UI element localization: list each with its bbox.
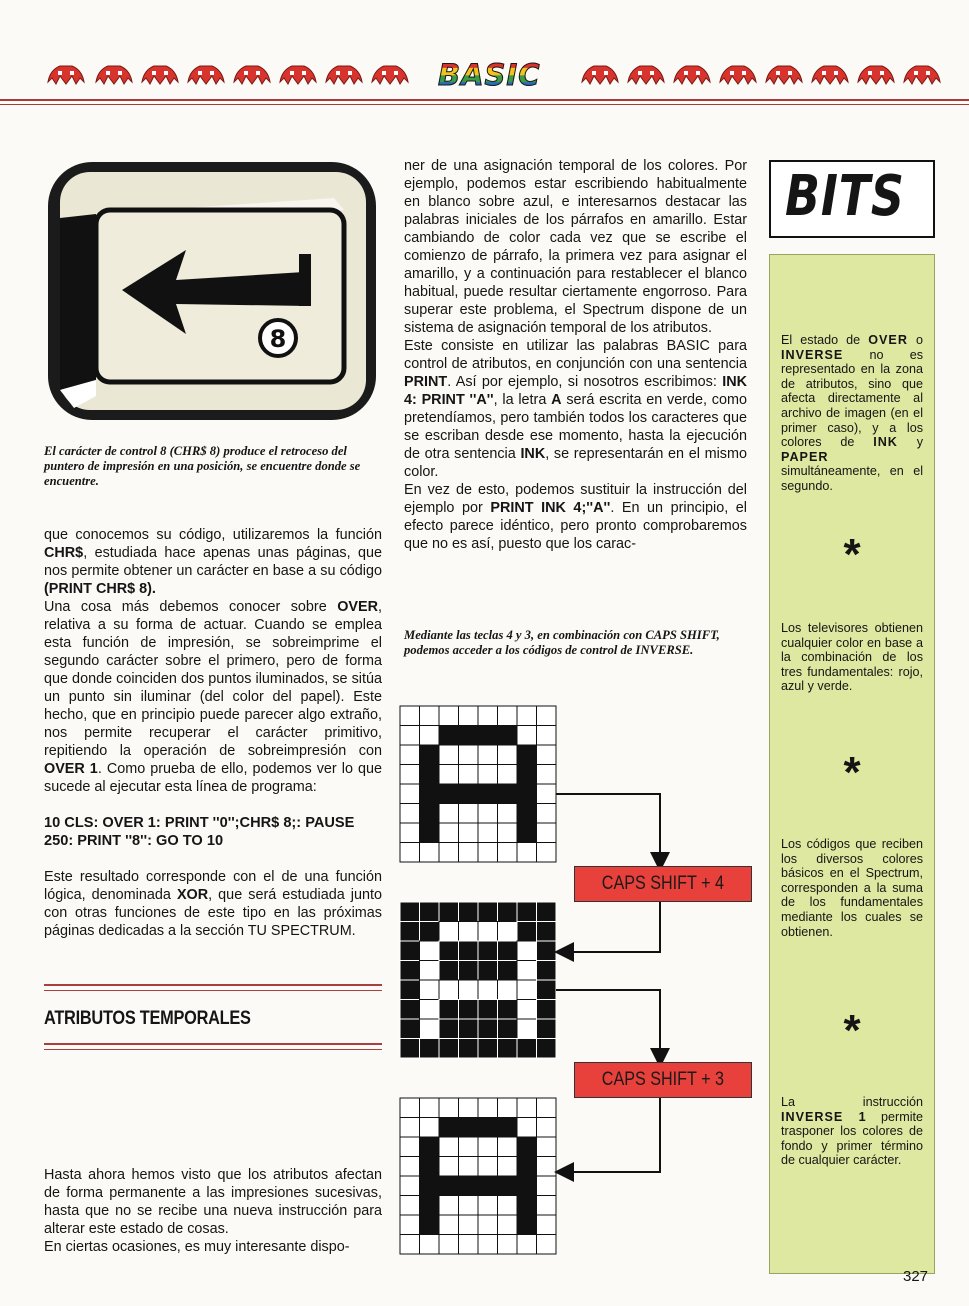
pixel-cell — [400, 922, 420, 942]
invader-icon — [138, 62, 182, 86]
pixel-cell — [498, 843, 518, 863]
pixel-cell — [498, 1137, 518, 1157]
pixel-cell — [498, 804, 518, 824]
pixel-cell — [498, 784, 518, 804]
pixel-cell — [537, 941, 557, 961]
pixel-cell — [537, 784, 557, 804]
pixel-cell — [537, 706, 557, 726]
paragraph: Hasta ahora hemos visto que los atributos afectan de forma permanente a las impresiones sucesivas, hasta que no se recibe una nueva instrucción para alterar este estado de cosas. — [44, 1167, 382, 1237]
pixel-cell — [439, 922, 459, 942]
pixel-cell — [420, 1176, 440, 1196]
pixel-cell — [537, 1176, 557, 1196]
pixel-cell — [439, 961, 459, 981]
pixel-cell — [478, 706, 498, 726]
pixel-cell — [498, 765, 518, 785]
asterisk-separator: * — [843, 1006, 861, 1055]
pixel-cell — [498, 706, 518, 726]
pixel-cell — [439, 843, 459, 863]
pixel-cell — [459, 922, 479, 942]
pixel-cell — [478, 961, 498, 981]
sidebar-note: Los televisores obtienen cualquier color en base a la combinación de los tres fundamentales: rojo, azul y verde. — [781, 621, 923, 694]
pixel-cell — [498, 980, 518, 1000]
pixel-cell — [459, 784, 479, 804]
asterisk-separator: * — [843, 530, 861, 579]
pixel-cell — [459, 961, 479, 981]
normal-character-grid — [400, 706, 556, 862]
pixel-cell — [439, 726, 459, 746]
code-line: 10 CLS: OVER 1: PRINT ''0'';CHR$ 8;: PAUSE 250: PRINT ''8'': GO TO 10 — [44, 815, 355, 849]
pixel-cell — [517, 1118, 537, 1138]
pixel-cell — [517, 745, 537, 765]
pixel-cell — [537, 726, 557, 746]
pixel-cell — [420, 922, 440, 942]
flow-arrow — [556, 794, 660, 862]
pixel-cell — [478, 1215, 498, 1235]
caps-shift-3-label: CAPS SHIFT + 3 — [574, 1062, 752, 1098]
pixel-cell — [400, 706, 420, 726]
backspace-key-illustration — [44, 158, 380, 426]
pixel-cell — [400, 1118, 420, 1138]
pixel-cell — [498, 1039, 518, 1059]
pixel-cell — [537, 1137, 557, 1157]
pixel-cell — [420, 1039, 440, 1059]
pixel-cell — [459, 1137, 479, 1157]
pixel-cell — [400, 941, 420, 961]
invader-icon — [92, 62, 136, 86]
pixel-cell — [517, 1019, 537, 1039]
sidebar-note: El estado de OVER o INVERSE no es representado en la zona de atributos, sino que afecta directamente al archivo de imagen (en el primer caso), y a los colores de INK y PAPER simultáneamente, en el segundo. — [781, 333, 923, 493]
pixel-cell — [517, 961, 537, 981]
asterisk-separator: * — [843, 748, 861, 797]
pixel-cell — [459, 1098, 479, 1118]
pixel-cell — [439, 765, 459, 785]
pixel-cell — [498, 745, 518, 765]
paragraph: que conocemos su código, utilizaremos la función CHR$, estudiada hace apenas unas páginas, que nos permite obtener un carácter en base a su código (PRINT CHR$ 8). — [44, 527, 382, 597]
pixel-cell — [439, 1000, 459, 1020]
pixel-cell — [537, 804, 557, 824]
pixel-cell — [400, 1176, 420, 1196]
paragraph: ner de una asignación temporal de los colores. Por ejemplo, podemos estar escribiendo habitualmente en blanco sobre azul, e interesarnos destacar las palabras iniciales de los párrafos en amarillo. Estar cambiando de color cada vez que se escribe el comienzo de párrafo, la primera vez para asignar el amarillo, y a continuación para restablecer el blanco habitual, puede resultar ciertamente engorroso. Para superar este problema, el Spectrum dispone de un sistema de asignación temporal de los atributos. — [404, 158, 747, 336]
pixel-cell — [498, 1019, 518, 1039]
pixel-cell — [537, 745, 557, 765]
pixel-cell — [420, 1196, 440, 1216]
header-rule-top — [0, 99, 969, 101]
invader-icon — [184, 62, 228, 86]
middle-column — [404, 157, 747, 553]
bits-title: BITS — [785, 164, 905, 229]
flow-arrow — [564, 1098, 660, 1172]
pixel-cell — [420, 961, 440, 981]
pixel-cell — [420, 784, 440, 804]
pixel-cell — [439, 823, 459, 843]
pixel-cell — [400, 961, 420, 981]
pixel-cell — [517, 726, 537, 746]
pixel-cell — [420, 804, 440, 824]
flow-arrow — [556, 990, 660, 1058]
pixel-cell — [537, 1039, 557, 1059]
pixel-cell — [420, 941, 440, 961]
left-column-bottom — [44, 1166, 382, 1256]
pixel-cell — [537, 765, 557, 785]
pixel-cell — [400, 1196, 420, 1216]
pixel-cell — [537, 1019, 557, 1039]
invader-icon — [808, 62, 852, 86]
pixel-cell — [400, 1019, 420, 1039]
pixel-cell — [420, 1215, 440, 1235]
pixel-cell — [517, 941, 537, 961]
pixel-cell — [420, 765, 440, 785]
pixel-cell — [478, 1176, 498, 1196]
key-glyph: 8 — [269, 325, 287, 353]
pixel-cell — [498, 1176, 518, 1196]
paragraph: Este consiste en utilizar las palabras BASIC para control de atributos, en conjunción con una sentencia PRINT. Así por ejemplo, si nosotros escribimos: INK 4: PRINT ''A'', la letra A será escrita en verde, como pretendíamos, pero también todos los caracteres que se escriban desde ese momento, hasta la ejecución de otra sentencia INK, se representarán en el mismo color. — [404, 338, 747, 480]
pixel-cell — [459, 941, 479, 961]
section-rule — [44, 1043, 382, 1045]
pixel-cell — [498, 961, 518, 981]
section-rule — [44, 990, 382, 991]
pixel-cell — [478, 765, 498, 785]
pixel-cell — [439, 941, 459, 961]
pixel-cell — [420, 843, 440, 863]
pixel-cell — [537, 1000, 557, 1020]
pixel-cell — [537, 1235, 557, 1255]
section-rule — [44, 1049, 382, 1050]
pixel-cell — [537, 1196, 557, 1216]
sidebar-note: Los códigos que reciben los diversos colores básicos en el Spectrum, corresponden a la suma de los fundamentales mediante los cuales se obtienen. — [781, 837, 923, 939]
pixel-cell — [439, 745, 459, 765]
pixel-cell — [439, 1039, 459, 1059]
pixel-cell — [517, 1196, 537, 1216]
character-grids-diagram — [396, 700, 756, 1260]
pixel-cell — [478, 1019, 498, 1039]
pixel-cell — [420, 980, 440, 1000]
pixel-cell — [478, 726, 498, 746]
invader-icon — [368, 62, 412, 86]
pixel-cell — [459, 765, 479, 785]
pixel-cell — [459, 706, 479, 726]
basic-logo: BASIC — [438, 58, 541, 92]
pixel-cell — [439, 1196, 459, 1216]
pixel-cell — [517, 706, 537, 726]
invader-icon — [44, 62, 88, 86]
pixel-cell — [517, 1235, 537, 1255]
pixel-cell — [478, 1118, 498, 1138]
invader-icon — [578, 62, 622, 86]
pixel-cell — [537, 980, 557, 1000]
pixel-cell — [498, 1196, 518, 1216]
pixel-cell — [517, 1157, 537, 1177]
pixel-cell — [420, 1137, 440, 1157]
key-number-badge — [260, 320, 296, 356]
pixel-cell — [439, 1118, 459, 1138]
paragraph: En vez de esto, podemos sustituir la instrucción del ejemplo por PRINT INK 4;''A''. En un principio, el efecto parece idéntico, pero pronto comprobaremos que no es así, puesto que los carac- — [404, 482, 747, 552]
pixel-cell — [439, 1215, 459, 1235]
pixel-cell — [537, 1215, 557, 1235]
sidebar-note: La instrucción INVERSE 1 permite trasponer los colores de fondo y primer término de cualquier carácter. — [781, 1095, 924, 1168]
pixel-cell — [478, 922, 498, 942]
key-figure-caption: El carácter de control 8 (CHR$ 8) produce el retroceso del puntero de impresión en una posición, se encuentre donde se encuentre. — [44, 444, 361, 488]
pixel-cell — [498, 726, 518, 746]
pixel-cell — [400, 980, 420, 1000]
pixel-cell — [498, 941, 518, 961]
bits-title-box — [769, 160, 935, 238]
pixel-cell — [537, 922, 557, 942]
pixel-cell — [478, 902, 498, 922]
pixel-cell — [420, 902, 440, 922]
pixel-cell — [478, 784, 498, 804]
pixel-cell — [478, 1235, 498, 1255]
pixel-cell — [498, 1118, 518, 1138]
pixel-cell — [459, 902, 479, 922]
pixel-cell — [439, 1176, 459, 1196]
pixel-cell — [517, 843, 537, 863]
pixel-cell — [478, 1098, 498, 1118]
pixel-cell — [498, 902, 518, 922]
pixel-cell — [400, 1137, 420, 1157]
pixel-cell — [420, 726, 440, 746]
bits-sidebar — [769, 254, 935, 1274]
pixel-cell — [517, 1137, 537, 1157]
pixel-cell — [498, 922, 518, 942]
pixel-cell — [498, 1157, 518, 1177]
pixel-cell — [400, 726, 420, 746]
pixel-cell — [400, 1235, 420, 1255]
invader-icon — [230, 62, 274, 86]
pixel-cell — [400, 1215, 420, 1235]
pixel-cell — [478, 941, 498, 961]
paragraph: Este resultado corresponde con el de una función lógica, denominada XOR, que será estudiada junto con otras funciones de este tipo en las próximas páginas dedicadas a la sección TU SPECTRUM. — [44, 869, 382, 939]
pixel-cell — [420, 1019, 440, 1039]
pixel-cell — [400, 1157, 420, 1177]
pixel-cell — [517, 1176, 537, 1196]
pixel-cell — [478, 1157, 498, 1177]
pixel-cell — [478, 1137, 498, 1157]
invader-icon — [716, 62, 760, 86]
pixel-cell — [478, 804, 498, 824]
pixel-cell — [478, 745, 498, 765]
pixel-cell — [400, 784, 420, 804]
pixel-cell — [459, 843, 479, 863]
pixel-cell — [439, 1019, 459, 1039]
left-column-continued — [44, 868, 382, 940]
restored-character-grid — [400, 1098, 556, 1254]
invader-icon — [670, 62, 714, 86]
pixel-cell — [498, 1235, 518, 1255]
pixel-cell — [459, 1235, 479, 1255]
pixel-cell — [439, 804, 459, 824]
pixel-cell — [400, 1000, 420, 1020]
pixel-cell — [459, 1019, 479, 1039]
pixel-cell — [439, 1235, 459, 1255]
pixel-cell — [439, 706, 459, 726]
pixel-cell — [459, 1118, 479, 1138]
pixel-cell — [459, 745, 479, 765]
pixel-cell — [400, 843, 420, 863]
inverse-character-grid — [400, 902, 556, 1058]
pixel-cell — [537, 1157, 557, 1177]
pixel-cell — [400, 1039, 420, 1059]
pixel-cell — [478, 1039, 498, 1059]
pixel-cell — [459, 1157, 479, 1177]
pixel-cell — [439, 980, 459, 1000]
section-title: ATRIBUTOS TEMPORALES — [44, 1008, 251, 1029]
pixel-cell — [400, 804, 420, 824]
pixel-cell — [478, 823, 498, 843]
pixel-cell — [517, 1215, 537, 1235]
pixel-cell — [420, 1235, 440, 1255]
pixel-cell — [459, 804, 479, 824]
pixel-cell — [537, 961, 557, 981]
invader-icon — [276, 62, 320, 86]
section-rule — [44, 984, 382, 986]
pixel-cell — [459, 1039, 479, 1059]
pixel-cell — [400, 1098, 420, 1118]
pixel-cell — [517, 823, 537, 843]
pixel-cell — [498, 1098, 518, 1118]
pixel-cell — [517, 1039, 537, 1059]
pixel-cell — [537, 823, 557, 843]
pixel-cell — [400, 745, 420, 765]
pixel-cell — [517, 784, 537, 804]
pixel-cell — [517, 980, 537, 1000]
pixel-cell — [517, 902, 537, 922]
inverse-figure-caption: Mediante las teclas 4 y 3, en combinación con CAPS SHIFT, podemos acceder a los códigos de control de INVERSE. — [404, 628, 720, 657]
pixel-cell — [420, 1000, 440, 1020]
invader-icon — [900, 62, 944, 86]
pixel-cell — [478, 1196, 498, 1216]
pixel-cell — [459, 1000, 479, 1020]
pixel-cell — [498, 1215, 518, 1235]
pixel-cell — [498, 1000, 518, 1020]
pixel-cell — [478, 1000, 498, 1020]
pixel-cell — [537, 1098, 557, 1118]
pixel-cell — [439, 1137, 459, 1157]
header-rule-bottom — [0, 104, 969, 105]
pixel-cell — [400, 823, 420, 843]
pixel-cell — [498, 823, 518, 843]
pixel-cell — [439, 1098, 459, 1118]
pixel-cell — [400, 902, 420, 922]
pixel-cell — [439, 902, 459, 922]
pixel-cell — [517, 804, 537, 824]
pixel-cell — [459, 726, 479, 746]
invader-icon — [854, 62, 898, 86]
pixel-cell — [400, 765, 420, 785]
pixel-cell — [459, 980, 479, 1000]
left-column — [44, 526, 382, 796]
pixel-cell — [478, 980, 498, 1000]
pixel-cell — [537, 843, 557, 863]
pixel-cell — [420, 1157, 440, 1177]
pixel-cell — [517, 765, 537, 785]
pixel-cell — [517, 1000, 537, 1020]
pixel-cell — [420, 1118, 440, 1138]
invader-icon — [624, 62, 668, 86]
pixel-cell — [537, 1118, 557, 1138]
pixel-cell — [478, 843, 498, 863]
pixel-cell — [459, 1215, 479, 1235]
pixel-cell — [420, 823, 440, 843]
pixel-cell — [439, 1157, 459, 1177]
caps-shift-4-label: CAPS SHIFT + 4 — [574, 866, 752, 902]
page-number: 327 — [903, 1268, 929, 1285]
pixel-cell — [517, 922, 537, 942]
pixel-cell — [420, 1098, 440, 1118]
pixel-cell — [459, 1196, 479, 1216]
invader-icon — [762, 62, 806, 86]
pixel-cell — [517, 1098, 537, 1118]
flow-arrow — [564, 902, 660, 952]
pixel-cell — [459, 823, 479, 843]
pixel-cell — [459, 1176, 479, 1196]
pixel-cell — [420, 706, 440, 726]
pixel-cell — [439, 784, 459, 804]
paragraph: En ciertas ocasiones, es muy interesante dispo- — [44, 1239, 350, 1255]
paragraph: Una cosa más debemos conocer sobre OVER, relativa a su forma de actuar. Cuando se emplea esta función de impresión, se sobreimprime el segundo carácter sobre el primero, pero de forma que donde coinciden dos puntos iluminados, se sitúa un punto sin iluminar (del color del papel). Este hecho, que en principio puede parecer algo extraño, nos permite recuperar el carácter primitivo, repitiendo la operación de sobreimpresión con OVER 1. Como prueba de ello, podemos ver lo que sucede al ejecutar esta línea de programa: — [44, 599, 382, 795]
pixel-cell — [537, 902, 557, 922]
pixel-cell — [420, 745, 440, 765]
invader-icon — [322, 62, 366, 86]
